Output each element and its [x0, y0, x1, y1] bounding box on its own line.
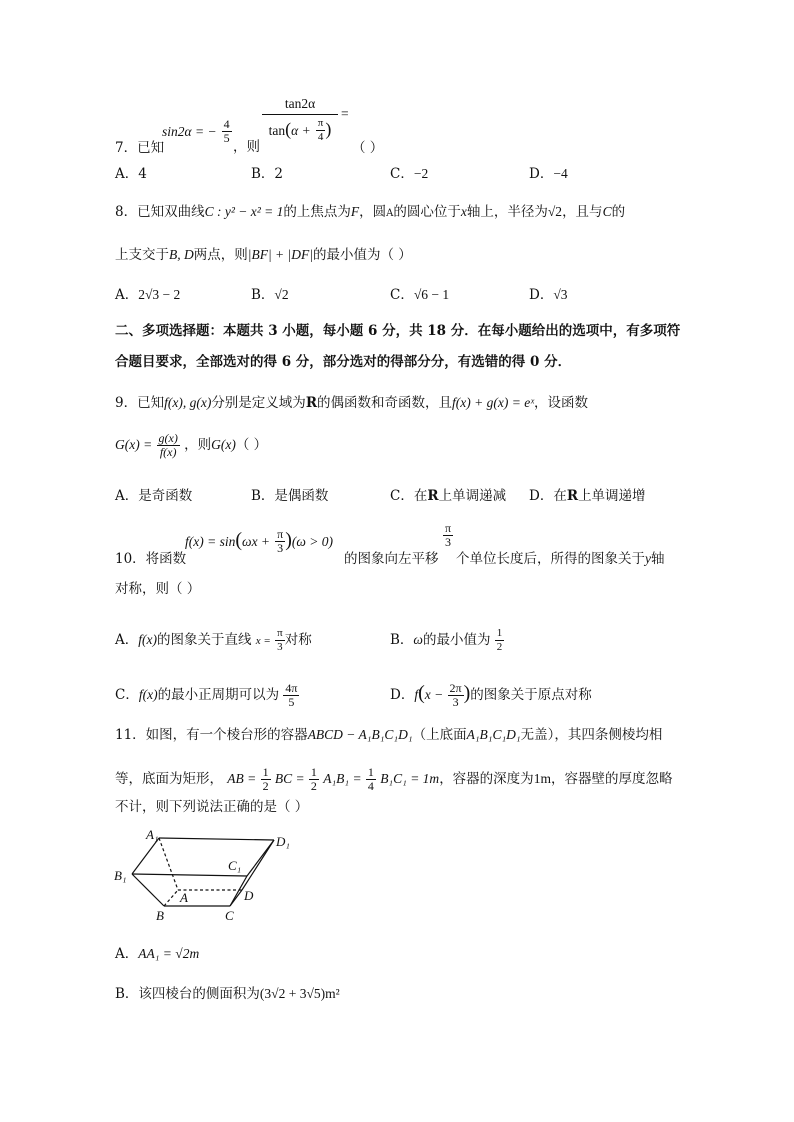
q7-option-b: B．2	[251, 166, 284, 182]
label-b: B	[156, 908, 164, 923]
q10-line2: 对称，则（ ）	[115, 581, 201, 597]
q7-option-d: D．−4	[529, 166, 568, 182]
q10-function: f(x) = sin(ωx + $\frac{\pi}{3}$ )(ω > 0)	[185, 527, 334, 555]
edge-a1b1	[132, 838, 159, 874]
q10-shift-amount: $\frac{\pi}{3}$	[445, 521, 452, 549]
q10-option-a: A．f(x)的图象关于直线 x = $\frac{\pi}{3}$ 对称	[115, 627, 312, 653]
q10-shift-text: 的图象向左平移	[344, 551, 439, 567]
label-d1: D₁	[276, 834, 290, 849]
q7-option-c: C．−2	[390, 166, 429, 182]
q8-option-d: D．√3	[529, 287, 568, 303]
edge-d1d	[242, 840, 274, 890]
hidden-edge-ba	[164, 890, 178, 906]
label-a: A	[180, 890, 188, 905]
label-a1: A₁	[146, 827, 159, 842]
q9-option-c: C．在R上单调递减	[390, 488, 507, 504]
q7-condition: sin2α = − $\frac{4}{5}$	[162, 117, 230, 145]
label-d: D	[244, 888, 254, 903]
q10-option-d: D．f(x − $\frac{2\pi}{3}$ )的图象关于原点对称	[390, 681, 592, 709]
q11-line2: 等，底面为矩形， AB = $\frac{1}{2}$ BC = $\frac{1}{2}$ A₁B₁ = $\frac{1}{4}$ B₁C₁ = 1m，容器的深度为1m，容器壁的厚度忽略	[115, 765, 673, 793]
q7-expression: tan2α tan(α + $\frac{\pi}{4}$ )	[262, 96, 338, 144]
q8-line2: 上支交于B, D两点，则|BF| + |DF|的最小值为（ ）	[115, 247, 412, 263]
q11-line3: 不计，则下列说法正确的是（ ）	[115, 799, 309, 815]
q11-option-b: B．该四棱台的侧面积为(3√2 + 3√5)m²	[115, 986, 340, 1002]
q8-option-b: B．√2	[251, 287, 289, 303]
q8-option-a: A．2√3 − 2	[115, 287, 181, 303]
q9-option-d: D．在R上单调递增	[529, 488, 646, 504]
q9-option-b: B．是偶函数	[251, 488, 329, 504]
q7-then: ，则	[233, 139, 260, 155]
edge-b1b	[132, 874, 164, 906]
edge-b1c1	[132, 874, 247, 876]
q7-number: 7．已知	[115, 140, 165, 156]
q7-paren: （ ）	[352, 140, 384, 156]
hidden-edge-a1a	[159, 838, 178, 890]
q10-option-c: C．f(x)的最小正周期可以为 $\frac{4\pi}{5}$	[115, 681, 298, 709]
label-b1: B₁	[114, 868, 127, 883]
q9-line2: G(x) = $\frac{g(x)}{f(x)}$ ，则G(x)（ ）	[115, 431, 268, 459]
q11-option-a: A．AA₁ = √2m	[115, 946, 200, 962]
q7-equals: =	[341, 106, 349, 121]
section2-heading-line1: 二、多项选择题：本题共 3 小题，每小题 6 分，共 18 分．在每小题给出的选项中，有多项符	[115, 323, 681, 339]
q8-line1: 8．已知双曲线C : y² − x² = 1的上焦点为F，圆A的圆心位于x轴上，半径为√2，且与C的	[115, 204, 626, 220]
edge-a1d1	[159, 838, 274, 840]
frustum-figure	[112, 826, 302, 926]
q8-option-c: C．√6 − 1	[390, 287, 450, 303]
q7-option-a: A．4	[115, 166, 147, 182]
q10-option-b: B．ω的最小值为 $\frac{1}{2}$	[390, 627, 503, 653]
q9-option-a: A．是奇函数	[115, 488, 193, 504]
label-c: C	[225, 908, 234, 923]
label-c1: C₁	[228, 858, 242, 873]
q9-line1: 9．已知f(x), g(x)分别是定义域为R的偶函数和奇函数，且f(x) + g(x) = eˣ，设函数	[115, 395, 589, 411]
section2-heading-line2: 合题目要求，全部选对的得 6 分，部分选对的得部分分，有选错的得 0 分．	[115, 354, 572, 370]
q10-lead: 10．将函数	[115, 551, 187, 567]
q10-line1-tail: 个单位长度后，所得的图象关于y轴	[456, 551, 665, 567]
q11-line1: 11．如图，有一个棱台形的容器ABCD − A₁B₁C₁D₁（上底面A₁B₁C₁D₁无盖），其四条侧棱均相	[115, 727, 663, 743]
